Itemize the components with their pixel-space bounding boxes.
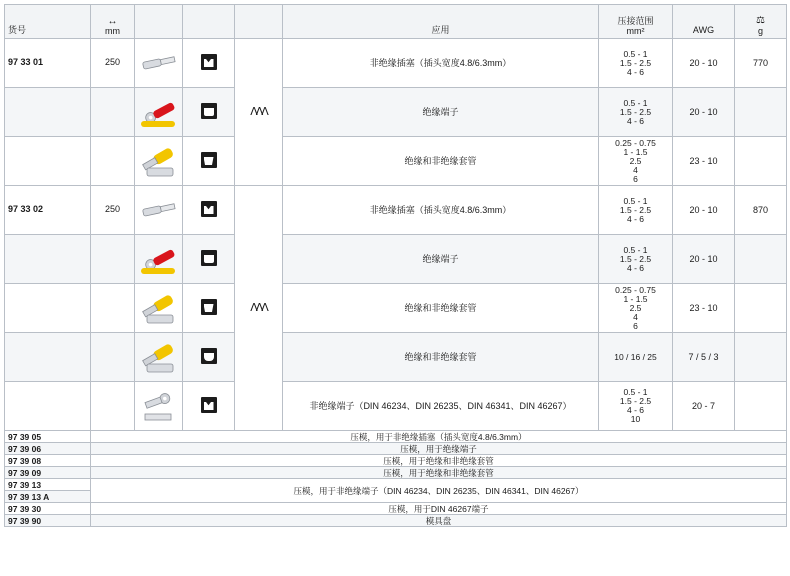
crimp-range-value: 1 - 1.5 [623, 293, 648, 304]
die-image-cell [183, 88, 235, 137]
awg-cell: 20 - 7 [673, 382, 735, 431]
die-cavity [204, 353, 214, 361]
die-description: 压模，用于非绝缘插塞（插头宽度4.8/6.3mm） [91, 431, 787, 443]
product-table [4, 4, 787, 527]
crimp-range-value: 4 - 6 [626, 262, 644, 273]
article-cell [5, 333, 91, 382]
die-row [5, 431, 787, 443]
crimp-range-value: 1.5 - 2.5 [619, 57, 652, 68]
crimp-range-value: 2.5 [629, 155, 642, 166]
terminal-image-cell [135, 88, 183, 137]
crimp-range-value: 4 - 6 [626, 66, 644, 77]
application-cell: 非绝缘插塞（插头宽度4.8/6.3mm） [283, 39, 599, 88]
application-cell: 非绝缘端子（DIN 46234、DIN 26235、DIN 46341、DIN 46267） [283, 382, 599, 431]
weight-cell [735, 235, 787, 284]
awg-cell: 23 - 10 [673, 284, 735, 333]
yellow-sleeve-icon [137, 291, 181, 325]
article-cell [5, 88, 91, 137]
die-description: 压模，用于绝缘和非绝缘套管 [91, 467, 787, 479]
die-row [5, 515, 787, 527]
group-rows [5, 39, 787, 431]
header-length-unit: mm [105, 26, 120, 36]
crimp-range-cell [599, 235, 673, 284]
crimp-range-cell [599, 186, 673, 235]
terminal-image [135, 389, 182, 423]
die-cavity [204, 157, 214, 165]
tube-die-icon [201, 397, 217, 413]
die-article: 97 39 06 [5, 443, 91, 455]
die-image-cell [183, 284, 235, 333]
insulated-die-icon [201, 103, 217, 119]
die-row [5, 443, 787, 455]
terminal-image-cell [135, 137, 183, 186]
crimp-range-value: 1.5 - 2.5 [619, 204, 652, 215]
die-row [5, 479, 787, 491]
awg-cell: 20 - 10 [673, 88, 735, 137]
table-row [5, 88, 787, 137]
awg-cell: 20 - 10 [673, 186, 735, 235]
crimp-range-value: 4 - 6 [626, 115, 644, 126]
sleeve-die-icon [201, 299, 217, 315]
crimp-range-value: 1.5 - 2.5 [619, 106, 652, 117]
crimp-profile-icon: ΛΛΛ [250, 105, 267, 118]
terminal-image [135, 46, 182, 80]
crimp-range-value: 10 / 16 / 25 [614, 351, 657, 362]
die-image-cell [183, 39, 235, 88]
table-row [5, 137, 787, 186]
table-header [5, 5, 787, 39]
length-arrow-icon: ↔ [107, 16, 118, 27]
crimp-range-value: 0.5 - 1 [623, 387, 648, 397]
sleeve-die-icon [201, 152, 217, 168]
header-crimp-range [599, 5, 673, 39]
header-awg: AWG [673, 5, 735, 39]
table-row [5, 382, 787, 431]
terminal-image [135, 193, 182, 227]
die-image-cell [183, 333, 235, 382]
terminal-image-cell [135, 39, 183, 88]
length-cell [91, 333, 135, 382]
die-row [5, 455, 787, 467]
crimp-range-value: 1.5 - 2.5 [619, 396, 652, 406]
crimp-range-value: 4 [633, 311, 638, 322]
header-weight-unit: g [757, 26, 763, 36]
header-article: 货号 [5, 5, 91, 39]
table-row [5, 333, 787, 382]
table-row [5, 39, 787, 88]
weight-cell [735, 382, 787, 431]
terminal-image [135, 242, 182, 276]
die-article: 97 39 09 [5, 467, 91, 479]
awg-cell: 20 - 10 [673, 235, 735, 284]
application-cell: 绝缘和非绝缘套管 [283, 333, 599, 382]
plug-terminal-icon [137, 193, 181, 227]
die-article: 97 39 08 [5, 455, 91, 467]
crimp-range-value: 4 - 6 [626, 213, 644, 224]
weight-cell: 770 [735, 39, 787, 88]
uninsulated-die-icon [201, 54, 217, 70]
die-image-cell [183, 235, 235, 284]
die-cavity [204, 59, 214, 67]
tube-lug-icon [137, 389, 181, 423]
crimp-range-cell [599, 137, 673, 186]
crimp-range-value: 0.25 - 0.75 [615, 137, 656, 148]
application-cell: 非绝缘插塞（插头宽度4.8/6.3mm） [283, 186, 599, 235]
die-cavity [204, 304, 214, 312]
length-cell [91, 382, 135, 431]
die-rows [5, 431, 787, 527]
die-description: 压模，用于绝缘端子 [91, 443, 787, 455]
application-cell: 绝缘和非绝缘套管 [283, 284, 599, 333]
terminal-image-cell [135, 333, 183, 382]
die-article: 97 39 90 [5, 515, 91, 527]
crimp-range-value: 10 [630, 414, 641, 424]
length-cell [91, 137, 135, 186]
uninsulated-die-icon [201, 201, 217, 217]
crimp-range-value: 1 - 1.5 [623, 146, 648, 157]
header-terminal-image [135, 5, 183, 39]
die-image-cell [183, 137, 235, 186]
crimp-range-cell [599, 39, 673, 88]
terminal-image [135, 291, 182, 325]
die-article: 97 39 30 [5, 503, 91, 515]
length-cell: 250 [91, 186, 135, 235]
weight-cell [735, 333, 787, 382]
die-image-cell [183, 186, 235, 235]
header-weight [735, 5, 787, 39]
header-length [91, 5, 135, 39]
die-description: 模具盘 [91, 515, 787, 527]
length-cell [91, 235, 135, 284]
die-cavity [204, 402, 214, 410]
crimp-range-value: 2.5 [629, 302, 642, 313]
plug-terminal-icon [137, 46, 181, 80]
yellow-sleeve-icon [137, 340, 181, 374]
length-cell [91, 88, 135, 137]
article-cell [5, 137, 91, 186]
die-cavity [204, 108, 214, 116]
terminal-image [135, 340, 182, 374]
terminal-image [135, 95, 182, 129]
length-cell [91, 284, 135, 333]
article-cell: 97 33 01 [5, 39, 91, 88]
die-image-cell [183, 382, 235, 431]
crimp-profile-icon: ΛΛΛ [250, 301, 267, 314]
crimp-range-value: 0.5 - 1 [623, 97, 648, 108]
die-description: 压模，用于非绝缘端子（DIN 46234、DIN 26235、DIN 46341、DIN 46267） [91, 479, 787, 503]
crimp-range-value: 6 [633, 173, 638, 184]
die-article: 97 39 13 A [5, 491, 91, 503]
cup-die-icon [201, 348, 217, 364]
table-row [5, 186, 787, 235]
crimp-range-value: 4 [633, 164, 638, 175]
insulated-die-icon [201, 250, 217, 266]
header-crimp-range-label: 压接范围 [617, 16, 654, 26]
crimp-profile-cell [235, 186, 283, 431]
die-description: 压模，用于绝缘和非绝缘套管 [91, 455, 787, 467]
crimp-range-value: 4 - 6 [626, 405, 644, 415]
awg-cell: 7 / 5 / 3 [673, 333, 735, 382]
awg-cell: 23 - 10 [673, 137, 735, 186]
crimp-range-value: 0.25 - 0.75 [615, 284, 656, 295]
weight-cell: 870 [735, 186, 787, 235]
die-cavity [204, 255, 214, 263]
yellow-sleeve-icon [137, 144, 181, 178]
weight-cell [735, 88, 787, 137]
article-cell [5, 382, 91, 431]
scale-icon: ⚖ [756, 15, 765, 26]
terminal-image [135, 144, 182, 178]
crimp-range-value: 6 [633, 320, 638, 331]
crimp-profile-cell [235, 39, 283, 186]
die-article: 97 39 05 [5, 431, 91, 443]
length-cell: 250 [91, 39, 135, 88]
red-ring-terminal-icon [137, 242, 181, 276]
header-crimp-range-unit: mm² [626, 26, 645, 36]
article-cell [5, 235, 91, 284]
crimp-range-cell [599, 284, 673, 333]
table-row [5, 235, 787, 284]
header-die-image [183, 5, 235, 39]
terminal-image-cell [135, 235, 183, 284]
application-cell: 绝缘端子 [283, 88, 599, 137]
crimp-range-value: 1.5 - 2.5 [619, 253, 652, 264]
crimp-range-cell [599, 88, 673, 137]
crimp-range-value: 0.5 - 1 [623, 195, 648, 206]
article-cell: 97 33 02 [5, 186, 91, 235]
article-cell [5, 284, 91, 333]
weight-cell [735, 284, 787, 333]
red-ring-terminal-icon [137, 95, 181, 129]
die-row [5, 467, 787, 479]
weight-cell [735, 137, 787, 186]
terminal-image-cell [135, 186, 183, 235]
awg-cell: 20 - 10 [673, 39, 735, 88]
die-row [5, 503, 787, 515]
die-cavity [204, 206, 214, 214]
crimp-range-cell [599, 333, 673, 382]
application-cell: 绝缘端子 [283, 235, 599, 284]
header-profile [235, 5, 283, 39]
application-cell: 绝缘和非绝缘套管 [283, 137, 599, 186]
crimp-range-value: 0.5 - 1 [623, 244, 648, 255]
crimp-range-value: 0.5 - 1 [623, 48, 648, 59]
die-article: 97 39 13 [5, 479, 91, 491]
header-application: 应用 [283, 5, 599, 39]
terminal-image-cell [135, 284, 183, 333]
die-description: 压模，用于DIN 46267端子 [91, 503, 787, 515]
crimp-range-cell [599, 382, 673, 431]
table-row [5, 284, 787, 333]
terminal-image-cell [135, 382, 183, 431]
